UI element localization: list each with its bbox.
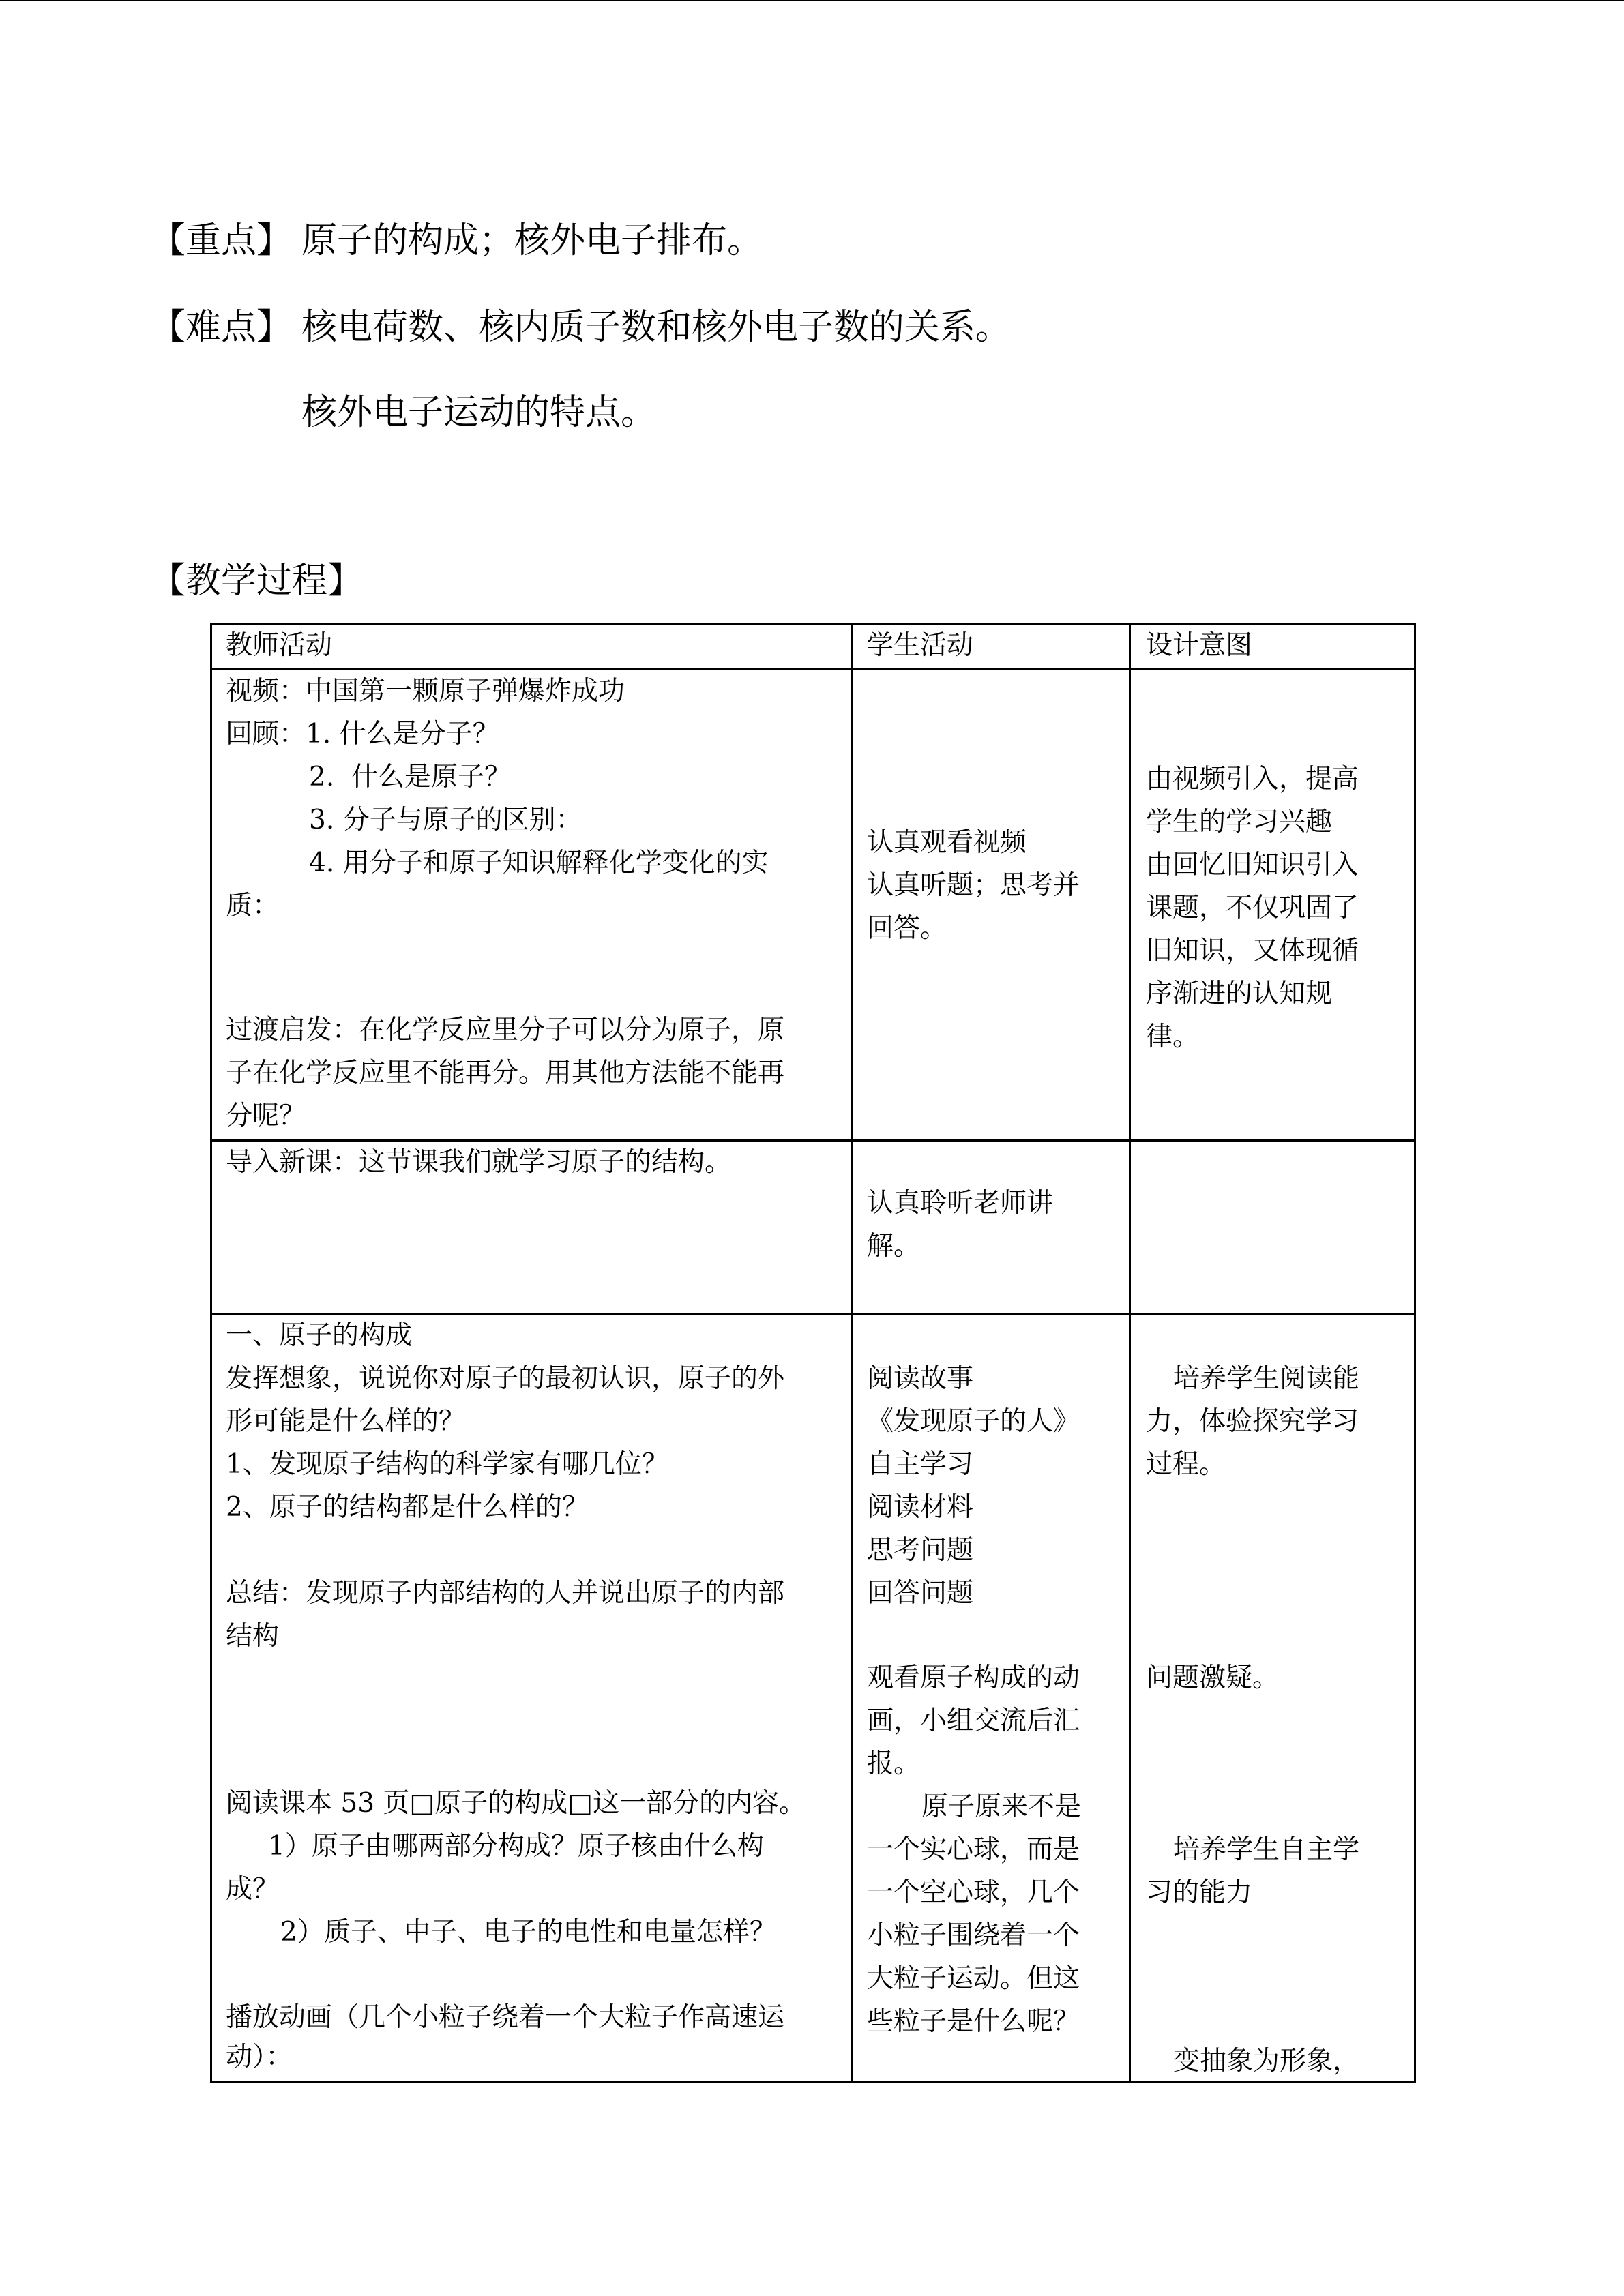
student-line: 阅读材料 xyxy=(867,1492,974,1523)
teacher-line: 总结：发现原子内部结构的人并说出原子的内部 xyxy=(226,1578,785,1609)
design-line: 由回忆旧知识引入 xyxy=(1146,850,1359,880)
student-line: 原子原来不是 xyxy=(921,1791,1082,1822)
teacher-cell xyxy=(211,1314,853,2083)
student-line: 些粒子是什么呢？ xyxy=(867,2006,1080,2037)
header-student: 学生活动 xyxy=(853,625,1130,670)
table-row xyxy=(211,1141,1415,1314)
teacher-line: 成？ xyxy=(226,1874,280,1905)
teacher-line: 子在化学反应里不能再分。用其他方法能不能再 xyxy=(226,1058,785,1088)
table-header-row xyxy=(211,625,1415,670)
student-line: 观看原子构成的动 xyxy=(867,1663,1080,1693)
teacher-line: 4. 用分子和原子知识解释化学变化的实 xyxy=(309,848,769,878)
student-line: 大粒子运动。但这 xyxy=(867,1963,1080,1994)
teacher-line: 形可能是什么样的？ xyxy=(226,1406,466,1437)
teacher-line: 回顾：1. 什么是分子？ xyxy=(226,719,499,749)
student-line: 回答。 xyxy=(867,913,947,944)
teacher-line: 一、原子的构成 xyxy=(226,1320,413,1351)
header-design: 设计意图 xyxy=(1130,625,1415,670)
design-line: 课题，不仅巩固了 xyxy=(1146,893,1359,923)
teacher-line: 分呢？ xyxy=(226,1101,306,1131)
teacher-line: 阅读课本 53 页□原子的构成□这一部分的内容。 xyxy=(226,1788,806,1819)
student-cell xyxy=(853,1141,1130,1314)
zhongdian-label: 【重点】 xyxy=(150,220,293,261)
design-line: 序渐进的认知规 xyxy=(1146,979,1333,1009)
teacher-line: 2、原子的结构都是什么样的？ xyxy=(226,1492,589,1523)
teacher-cell xyxy=(211,670,853,1141)
nandian-text: 核电荷数、核内质子数和核外电子数的关系。 xyxy=(301,307,1012,348)
table-row xyxy=(211,670,1415,1141)
design-line: 过程。 xyxy=(1146,1449,1226,1480)
design-line: 旧知识，又体现循 xyxy=(1146,936,1359,966)
teacher-line: 1）原子由哪两部分构成？原子核由什么构 xyxy=(268,1831,764,1862)
teacher-line: 发挥想象，说说你对原子的最初认识，原子的外 xyxy=(226,1363,785,1394)
teacher-line: 质： xyxy=(226,891,280,921)
teacher-line: 动）： xyxy=(226,2042,293,2072)
student-line: 认真聆听老师讲 xyxy=(867,1188,1054,1219)
design-line: 问题激疑。 xyxy=(1146,1663,1280,1693)
student-line: 认真观看视频 xyxy=(867,827,1027,858)
nandian-label: 【难点】 xyxy=(150,307,293,348)
design-line: 学生的学习兴趣 xyxy=(1146,807,1333,837)
teacher-line: 2）质子、中子、电子的电性和电量怎样？ xyxy=(280,1917,776,1948)
student-cell xyxy=(853,1314,1130,2083)
nandian-text-2: 核外电子运动的特点。 xyxy=(301,392,657,433)
teacher-line: 2. 什么是原子？ xyxy=(309,762,512,792)
teacher-line: 3. 分子与原子的区别： xyxy=(309,805,582,835)
design-line: 变抽象为形象， xyxy=(1173,2046,1360,2076)
header-teacher: 教师活动 xyxy=(211,625,853,670)
student-line: 小粒子围绕着一个 xyxy=(867,1920,1080,1951)
student-cell xyxy=(853,670,1130,1141)
student-line: 一个空心球，几个 xyxy=(867,1877,1080,1908)
design-line: 培养学生阅读能 xyxy=(1173,1363,1360,1394)
design-line: 培养学生自主学 xyxy=(1173,1834,1360,1865)
table-row xyxy=(211,1314,1415,2083)
student-line: 思考问题 xyxy=(867,1535,974,1566)
zhongdian-text: 原子的构成；核外电子排布。 xyxy=(301,220,763,261)
teacher-line: 过渡启发：在化学反应里分子可以分为原子，原 xyxy=(226,1015,785,1045)
teaching-process-table xyxy=(210,623,1416,2083)
process-heading: 【教学过程】 xyxy=(150,561,364,601)
student-line: 《发现原子的人》 xyxy=(867,1406,1080,1437)
teacher-line: 1、发现原子结构的科学家有哪几位？ xyxy=(226,1449,668,1480)
design-cell xyxy=(1130,670,1415,1141)
student-line: 阅读故事 xyxy=(867,1363,974,1394)
teacher-line: 结构 xyxy=(226,1621,280,1652)
design-line: 力，体验探究学习 xyxy=(1146,1406,1359,1437)
design-line: 律。 xyxy=(1146,1022,1200,1052)
design-cell xyxy=(1130,1314,1415,2083)
teacher-line: 导入新课：这节课我们就学习原子的结构。 xyxy=(226,1147,732,1178)
student-line: 解。 xyxy=(867,1231,921,1262)
teacher-line: 视频：中国第一颗原子弹爆炸成功 xyxy=(226,676,625,706)
student-line: 报。 xyxy=(867,1748,921,1779)
teacher-cell xyxy=(211,1141,853,1314)
design-line: 习的能力 xyxy=(1146,1877,1253,1908)
student-line: 一个实心球，而是 xyxy=(867,1834,1080,1865)
design-line: 由视频引入，提高 xyxy=(1146,764,1359,794)
student-line: 认真听题；思考并 xyxy=(867,870,1080,901)
teacher-line: 播放动画（几个小粒子绕着一个大粒子作高速运 xyxy=(226,2002,785,2033)
student-line: 自主学习 xyxy=(867,1449,974,1480)
student-line: 回答问题 xyxy=(867,1578,974,1609)
design-cell xyxy=(1130,1141,1415,1314)
student-line: 画，小组交流后汇 xyxy=(867,1705,1080,1736)
